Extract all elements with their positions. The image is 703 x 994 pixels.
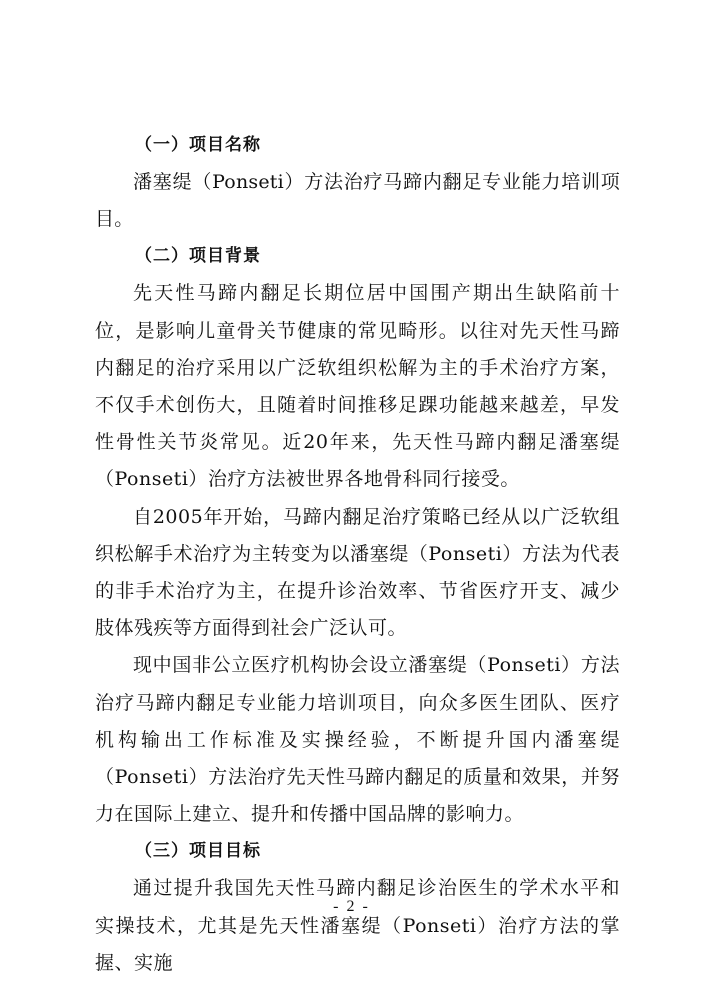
section-heading-background: （二）项目背景 <box>135 246 261 267</box>
document-body <box>95 127 620 982</box>
paragraph-goal-1: 通过提升我国先天性马蹄内翻足诊治医生的学术水平和实操技术，尤其是先天性潘塞缇（Ponseti）治疗方法的掌握、实施 <box>95 877 620 974</box>
section-heading-name: （一）项目名称 <box>135 135 261 155</box>
page-number: - 2 - <box>333 898 370 915</box>
section-heading-goal: （三）项目目标 <box>135 841 261 862</box>
paragraph-background-1: 先天性马蹄内翻足长期位居中国围产期出生缺陷前十位，是影响儿童骨关节健康的常见畸形。以往对先天性马蹄内翻足的治疗采用以广泛软组织松解为主的手术治疗方案，不仅手术创伤大，且随着时间推移足踝功能越来越差，早发性骨性关节炎常见。近20年来，先天性马蹄内翻足潘塞缇（Ponseti）治疗方法被世界各地骨科同行接受。 <box>95 282 620 491</box>
paragraph-background-2: 自2005年开始，马蹄内翻足治疗策略已经从以广泛软组织松解手术治疗为主转变为以潘塞缇（Ponseti）方法为代表的非手术治疗为主，在提升诊治效率、节省医疗开支、减少肢体残疾等方面得到社会广泛认可。 <box>95 505 620 640</box>
paragraph-project-name: 潘塞缇（Ponseti）方法治疗马蹄内翻足专业能力培训项目。 <box>95 171 620 231</box>
paragraph-background-3: 现中国非公立医疗机构协会设立潘塞缇（Ponseti）方法治疗马蹄内翻足专业能力培训项目，向众多医生团队、医疗机构输出工作标准及实操经验，不断提升国内潘塞缇（Ponseti）方法治疗先天性马蹄内翻足的质量和效果，并努力在国际上建立、提升和传播中国品牌的影响力。 <box>95 654 620 826</box>
